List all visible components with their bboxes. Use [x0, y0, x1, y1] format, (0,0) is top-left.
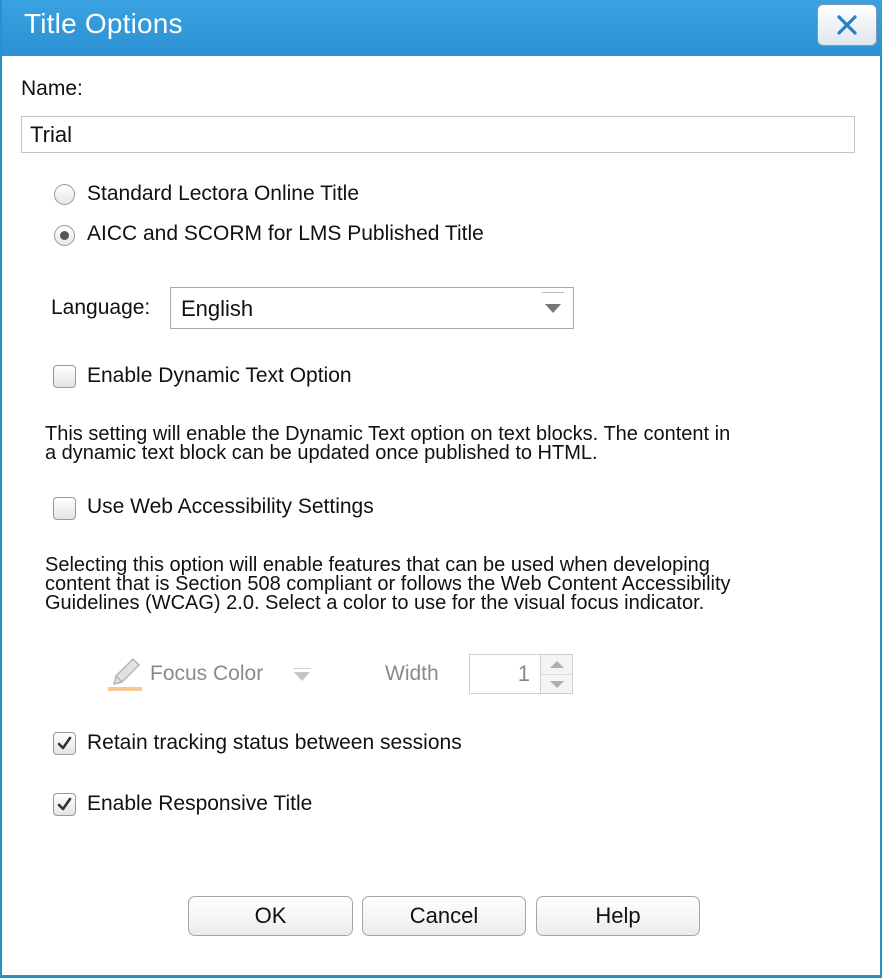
select-divider — [542, 292, 564, 293]
dialog-titlebar — [2, 0, 882, 56]
web-accessibility-description — [45, 556, 731, 613]
width-label: Width — [385, 662, 439, 685]
radio-aicc-scorm-title-label: AICC and SCORM for LMS Published Title — [87, 222, 484, 245]
description-line: a dynamic text block can be updated once published to HTML. — [45, 442, 598, 464]
name-label: Name: — [21, 77, 83, 100]
radio-selected-dot — [60, 231, 69, 240]
chevron-up-icon — [550, 661, 564, 668]
responsive-title-label: Enable Responsive Title — [87, 792, 313, 815]
ok-button[interactable]: OK — [188, 896, 353, 936]
cancel-button[interactable]: Cancel — [362, 896, 526, 936]
radio-aicc-scorm-title[interactable] — [54, 225, 75, 246]
dynamic-text-checkbox[interactable] — [53, 365, 76, 388]
checkmark-icon — [56, 735, 73, 752]
pencil-icon — [106, 654, 144, 692]
responsive-title-checkbox[interactable] — [53, 793, 76, 816]
retain-tracking-checkbox[interactable] — [53, 732, 76, 755]
description-line: Selecting this option will enable features that can be used when developing — [45, 554, 710, 576]
retain-tracking-label: Retain tracking status between sessions — [87, 731, 462, 754]
name-input[interactable] — [21, 116, 855, 153]
chevron-down-icon — [545, 304, 561, 313]
spinner-up-button[interactable] — [541, 655, 572, 675]
dialog-title: Title Options — [24, 8, 183, 39]
focus-color-dropdown[interactable] — [292, 668, 312, 682]
description-line: Guidelines (WCAG) 2.0. Select a color to use for the visual focus indicator. — [45, 592, 705, 614]
checkmark-icon — [56, 796, 73, 813]
dynamic-text-label: Enable Dynamic Text Option — [87, 364, 352, 387]
radio-standard-title[interactable] — [54, 184, 75, 205]
language-label: Language: — [51, 296, 151, 319]
language-select[interactable] — [170, 287, 574, 329]
chevron-down-icon — [294, 672, 310, 681]
dynamic-text-description — [45, 425, 730, 463]
chevron-down-icon — [550, 681, 564, 688]
help-button[interactable]: Help — [536, 896, 700, 936]
description-line: This setting will enable the Dynamic Text option on text blocks. The content in — [45, 423, 731, 445]
description-line: content that is Section 508 compliant or follows the Web Content Accessibility — [45, 573, 731, 595]
close-button[interactable] — [817, 4, 877, 46]
web-accessibility-checkbox[interactable] — [53, 497, 76, 520]
width-input[interactable] — [469, 654, 541, 694]
focus-color-picker[interactable] — [106, 654, 144, 692]
width-spinner — [541, 654, 573, 694]
focus-color-label: Focus Color — [150, 662, 264, 685]
spinner-down-button[interactable] — [541, 675, 572, 694]
dropdown-divider — [293, 668, 311, 669]
web-accessibility-label: Use Web Accessibility Settings — [87, 495, 374, 518]
language-select-value: English — [181, 296, 254, 321]
radio-standard-title-label: Standard Lectora Online Title — [87, 182, 359, 205]
close-icon — [834, 12, 860, 38]
